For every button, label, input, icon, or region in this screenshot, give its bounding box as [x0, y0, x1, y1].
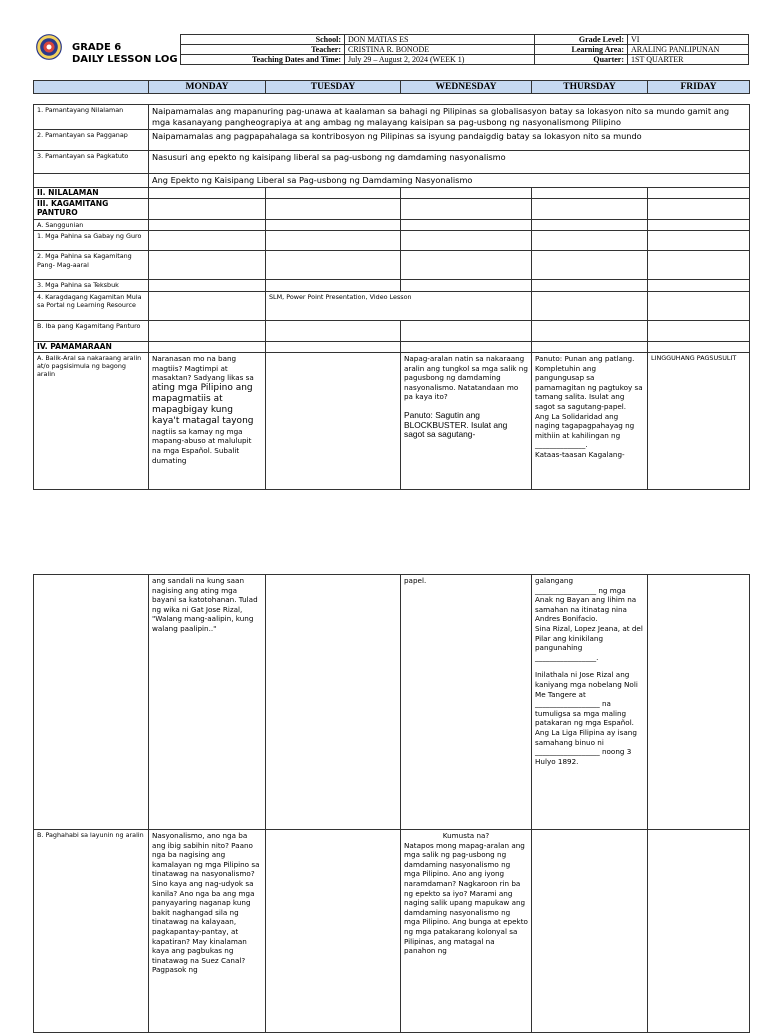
day-thursday: THURSDAY	[532, 81, 648, 94]
day-monday: MONDAY	[149, 81, 266, 94]
weekday-blank	[34, 81, 149, 94]
procedure-a-wednesday-continued: papel.	[401, 575, 532, 830]
resource-row	[34, 291, 750, 320]
learning-area-label: Learning Area:	[535, 45, 628, 55]
teacher-value: CRISTINA R. BONODE	[345, 45, 535, 55]
resource-row	[34, 320, 750, 341]
procedure-a-thursday: Panuto: Punan ang patlang. Kompletuhin ang pangungusap sa pamamagitan ng pagtukoy sa tamang salita. Isulat ang sagot sa sagutang-papel. Ang La Solidaridad ang naging tagapagpahayag ng mithiin at kahilingan ng ______________. Kataas-taasan Kagalang-	[532, 353, 648, 490]
procedure-a-continued-label	[34, 575, 149, 830]
lesson-log-table	[33, 104, 750, 490]
procedure-a-monday: Naranasan mo na bang magtiis? Magtimpi at masaktan? Sadyang likas sa ating mga Pilipino ang mapagmatiis at mapagbigay kung kaya't matagal tayong nagtiis sa kamay ng mga mapang-abuso at malulupit na mga Español. Subalit dumating	[149, 353, 266, 490]
teacher-row	[181, 45, 749, 55]
lesson-log-table-page-2	[33, 574, 750, 1033]
quarter-value: 1ST QUARTER	[628, 55, 749, 65]
learning-area-value: ARALING PANLIPUNAN	[628, 45, 749, 55]
learning-competency-text: Nasusuri ang epekto ng kaisipang liberal sa pag-usbong ng damdaming nasyonalismo	[149, 151, 750, 174]
procedure-a-continued-row	[34, 575, 750, 830]
resource-row	[34, 251, 750, 280]
dates-row	[181, 55, 749, 65]
procedure-a-wednesday: Napag-aralan natin sa nakaraang aralin ang tungkol sa mga salik ng pagusbong ng damdaming nasyonalismo. Natatandaan mo pa kaya ito? Panuto: Sagutin ang BLOCKBUSTER. Isulat ang sagot sa sagutang-	[401, 353, 532, 490]
procedure-a-monday-continued: ang sandali na kung saan nagising ang ating mga bayani sa katotohanan. Tulad ng wika ni Gat Jose Rizal, "Walang mang-aalipin, kung walang paalipin.."	[149, 575, 266, 830]
procedure-a-label: A. Balik-Aral sa nakaraang aralin at/o pagsisimula ng bagong aralin	[34, 353, 149, 490]
performance-standard-label: 2. Pamantayan sa Pagganap	[34, 130, 149, 151]
resource-label: A. Sanggunian	[34, 220, 149, 231]
learning-competency-label: 3. Pamantayan sa Pagkatuto	[34, 151, 149, 174]
performance-standard-text: Naipamamalas ang pagpapahalaga sa kontribosyon ng Pilipinas sa isyung pandaigdig batay sa lokasyon nito sa mundo	[149, 130, 750, 151]
grade-label: GRADE 6	[72, 42, 122, 53]
procedure-b-tuesday	[266, 830, 401, 1033]
resource-label: 1. Mga Pahina sa Gabay ng Guro	[34, 231, 149, 251]
resource-row	[34, 220, 750, 231]
procedure-a-friday: LINGGUHANG PAGSUSULIT	[648, 353, 750, 490]
resource-label: 2. Mga Pahina sa Kagamitang Pang- Mag-aaral	[34, 251, 149, 280]
teacher-label: Teacher:	[181, 45, 345, 55]
procedure-b-row	[34, 830, 750, 1033]
kagamitan-label: III. KAGAMITANG PANTURO	[34, 199, 149, 220]
kagamitan-row	[34, 199, 750, 220]
learning-competency-row	[34, 151, 750, 174]
document-title: DAILY LESSON LOG	[72, 54, 178, 65]
school-row	[181, 35, 749, 45]
procedure-b-monday: Nasyonalismo, ano nga ba ang ibig sabihin nito? Paano nga ba nagising ang kamalayan ng mga Pilipino sa tinatawag na nasyonalismo? Sino kaya ang nag-udyok sa kanila? Ano nga ba ang mga panyayaring naganap kung bakit naghangad sila ng tinatawag na kalayaan, pagkapantay-pantay, at kapatiran? May kinalaman kaya ang pagbukas ng tinatawag na Suez Canal? Pagpasok ng	[149, 830, 266, 1033]
pamamaraan-label: IV. PAMAMARAAN	[34, 341, 149, 353]
topic-label-blank	[34, 174, 149, 188]
procedure-b-thursday	[532, 830, 648, 1033]
dates-label: Teaching Dates and Time:	[181, 55, 345, 65]
pamamaraan-row	[34, 341, 750, 353]
grade-level-label: Grade Level:	[535, 35, 628, 45]
procedure-a-tuesday-continued	[266, 575, 401, 830]
procedure-b-label: B. Paghahabi sa layunin ng aralin	[34, 830, 149, 1033]
nilalaman-row	[34, 187, 750, 199]
topic-text: Ang Epekto ng Kaisipang Liberal sa Pag-usbong ng Damdaming Nasyonalismo	[149, 174, 750, 188]
resource-row	[34, 280, 750, 291]
content-standard-label: 1. Pamantayang Nilalaman	[34, 105, 149, 130]
dates-value: July 29 – August 2, 2024 (WEEK 1)	[345, 55, 535, 65]
procedure-b-wednesday: Kumusta na? Natapos mong mapag-aralan ang mga salik ng pag-usbong ng damdaming nasyonalismo ng mga Pilipino. Ano ang iyong naramdaman? Nagkaroon rin ba ng epekto sa iyo? Marami ang naging salik upang mapukaw ang damdaming nasyonalismo ng mga Pilipino. Ang bunga at epekto ng mga patakarang kolonyal sa Pilipinas, ang matagal na panahon ng	[401, 830, 532, 1033]
topic-row	[34, 174, 750, 188]
procedure-a-row	[34, 353, 750, 490]
procedure-a-tuesday	[266, 353, 401, 490]
resource-label: 3. Mga Pahina sa Teksbuk	[34, 280, 149, 291]
deped-seal-logo	[36, 34, 62, 60]
performance-standard-row	[34, 130, 750, 151]
procedure-a-thursday-continued: galangang _________________ ng mga Anak ng Bayan ang lihim na samahan na itinatag nina Andres Bonifacio. Sina Rizal, Lopez Jeana, at del Pilar ang kinikilang pangunahing _________________. Inilathala ni Jose Rizal ang kaniyang mga nobelang Noli Me Tangere at __________________ na tumuligsa sa mga maling patakaran ng mga Español. Ang La Liga Filipina ay isang samahang binuo ni __________________ noong 3 Hulyo 1892.	[532, 575, 648, 830]
additional-resources-text: SLM, Power Point Presentation, Video Lesson	[266, 291, 532, 320]
procedure-a-friday-continued	[648, 575, 750, 830]
quarter-label: Quarter:	[535, 55, 628, 65]
content-standard-row	[34, 105, 750, 130]
grade-level-value: VI	[628, 35, 749, 45]
day-friday: FRIDAY	[648, 81, 750, 94]
content-standard-text: Naipamamalas ang mapanuring pag-unawa at kaalaman sa bahagi ng Pilipinas sa globalisasyon batay sa lokasyon nito sa mundo gamit ang mga kasanayang pangheograpiya at ang ambag ng malayang kaisipan sa pag-usbong ng nasyonalismong Pilipino	[149, 105, 750, 130]
school-value: DON MATIAS ES	[345, 35, 535, 45]
school-info-table	[180, 34, 749, 65]
nilalaman-label: II. NILALAMAN	[34, 187, 149, 199]
weekday-header	[33, 80, 750, 94]
day-wednesday: WEDNESDAY	[401, 81, 532, 94]
resource-label: B. Iba pang Kagamitang Panturo	[34, 320, 149, 341]
resource-row	[34, 231, 750, 251]
resource-label: 4. Karagdagang Kagamitan Mula sa Portal ng Learning Resource	[34, 291, 149, 320]
procedure-b-friday	[648, 830, 750, 1033]
school-label: School:	[181, 35, 345, 45]
day-tuesday: TUESDAY	[266, 81, 401, 94]
